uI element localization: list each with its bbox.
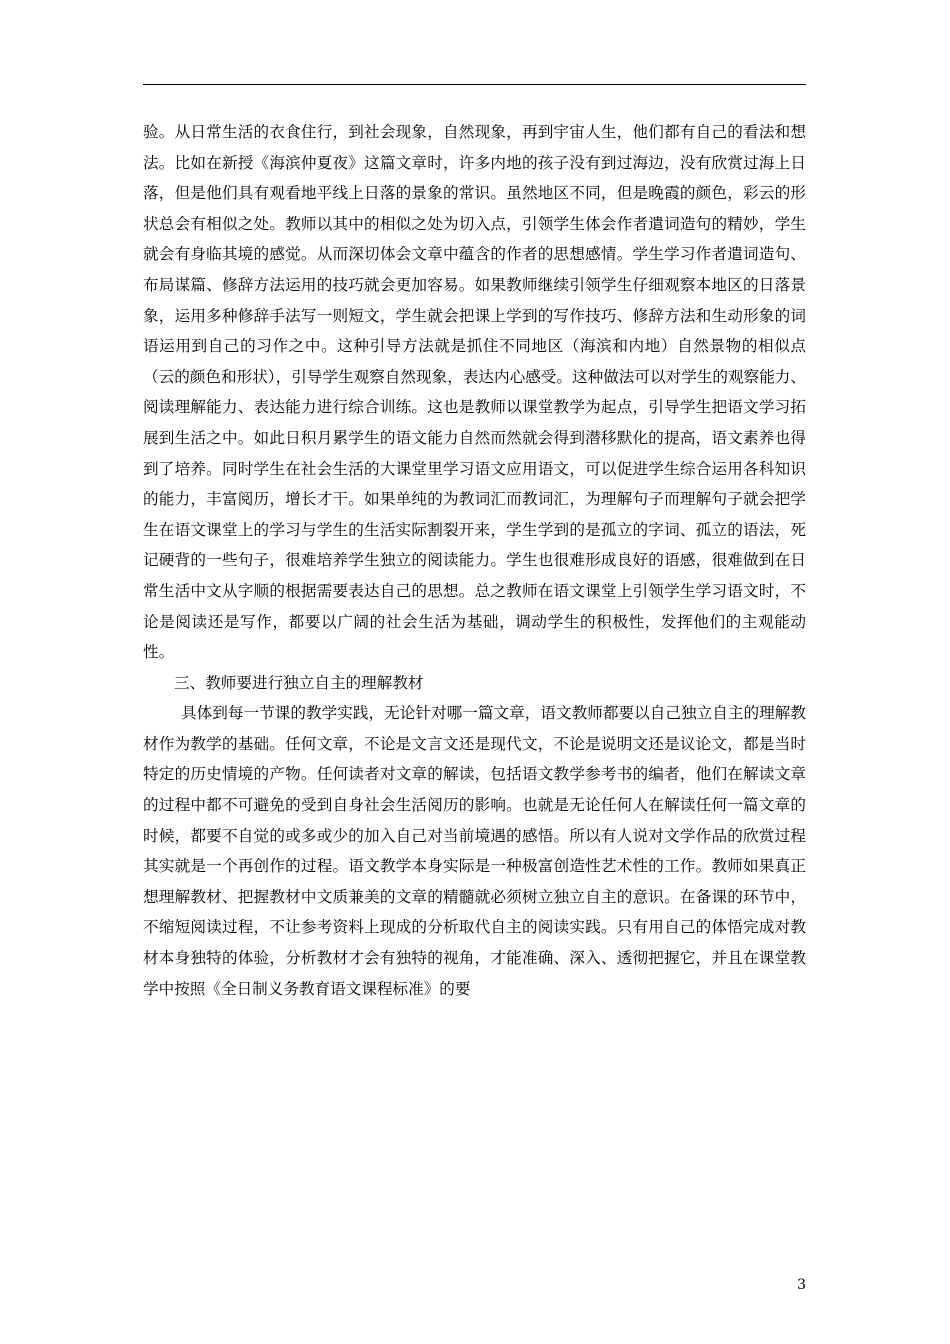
page-number: 3 bbox=[797, 1277, 806, 1293]
paragraph-continued: 验。从日常生活的衣食住行，到社会现象，自然现象，再到宇宙人生，他们都有自己的看法和想法。比如在新授《海滨仲夏夜》这篇文章时，许多内地的孩子没有到过海边，没有欣赏过海上日落，但是他们具有观看地平线上日落的景象的常识。虽然地区不同，但是晚霞的颜色，彩云的形状总会有相似之处。教师以其中的相似之处为切入点，引领学生体会作者遣词造句的精妙，学生就会有身临其境的感觉。从而深切体会文章中蕴含的作者的思想感情。学生学习作者遣词造句、布局谋篇、修辞方法运用的技巧就会更加容易。如果教师继续引领学生仔细观察本地区的日落景象，运用多种修辞手法写一则短文，学生就会把课上学到的写作技巧、修辞方法和生动形象的词语运用到自己的习作之中。这种引导方法就是抓住不同地区（海滨和内地）自然景物的相似点（云的颜色和形状），引导学生观察自然现象，表达内心感受。这种做法可以对学生的观察能力、阅读理解能力、表达能力进行综合训练。这也是教师以课堂教学为起点，引导学生把语文学习拓展到生活之中。如此日积月累学生的语文能力自然而然就会得到潜移默化的提高，语文素养也得到了培养。同时学生在社会生活的大课堂里学习语文应用语文，可以促进学生综合运用各科知识的能力，丰富阅历，增长才干。如果单纯的为教词汇而教词汇，为理解句子而理解句子就会把学生在语文课堂上的学习与学生的生活实际割裂开来，学生学到的是孤立的字词、孤立的语法，死记硬背的一些句子，很难培养学生独立的阅读能力。学生也很难形成良好的语感，很难做到在日常生活中文从字顺的根据需要表达自己的思想。总之教师在语文课堂上引领学生学习语文时，不论是阅读还是写作，都要以广阔的社会生活为基础，调动学生的积极性，发挥他们的主观能动性。 bbox=[143, 123, 806, 662]
paragraph: 具体到每一节课的教学实践，无论针对哪一篇文章，语文教师都要以自己独立自主的理解教材作为教学的基础。任何文章，不论是文言文还是现代文，不论是说明文还是议论文，都是当时特定的历史情境的产物。任何读者对文章的解读，包括语文教学参考书的编者，他们在解读文章的过程中都不可避免的受到自身社会生活阅历的影响。也就是无论任何人在解读任何一篇文章的时候，都要不自觉的或多或少的加入自己对当前境遇的感悟。所以有人说对文学作品的欣赏过程其实就是一个再创作的过程。语文教学本身实际是一种极富创造性艺术性的工作。教师如果真正想理解教材、把握教材中文质兼美的文章的精髓就必须树立独立自主的意识。在备课的环节中，不缩短阅读过程，不让参考资料上现成的分析取代自主的阅读实践。只有用自己的体悟完成对教材本身独特的体验，分析教材才会有独特的视角，才能准确、深入、透彻把握它，并且在课堂教学中按照《全日制义务教育语文课程标准》的要 bbox=[143, 704, 806, 998]
section-heading: 三、教师要进行独立自主的理解教材 bbox=[174, 673, 424, 692]
body-text bbox=[143, 117, 806, 1004]
header-rule bbox=[143, 84, 806, 85]
